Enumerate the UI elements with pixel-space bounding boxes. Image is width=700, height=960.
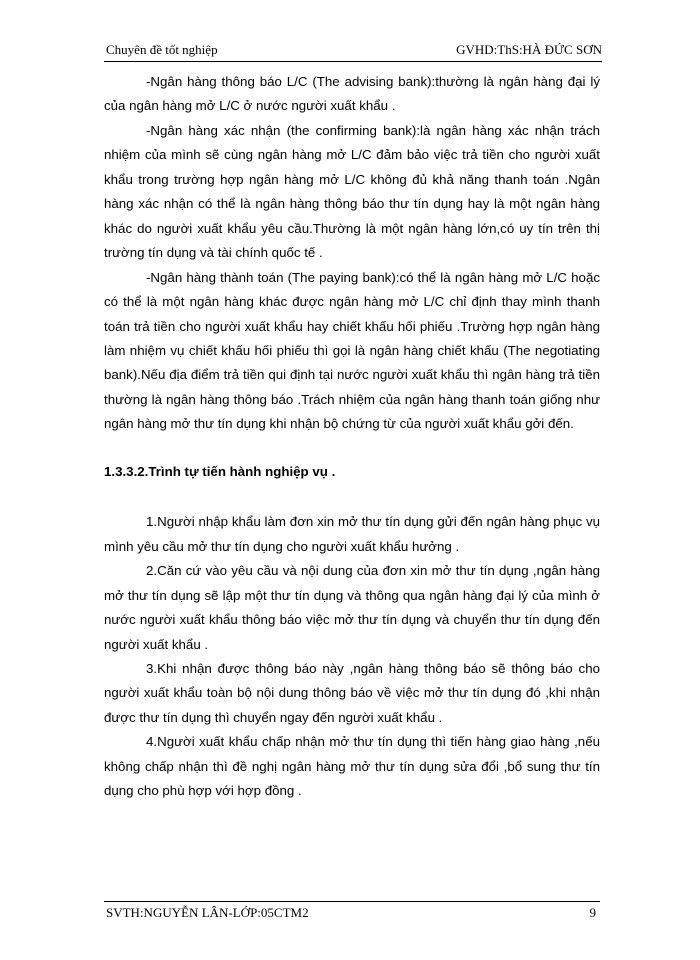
paragraph-confirming-bank: -Ngân hàng xác nhận (the confirming bank):là ngân hàng xác nhận trách nhiệm của mình sẽ cùng ngân hàng mở L/C đảm bảo việc trả tiền cho người xuất khẩu trong trường hợp ngân hàng mở L/C không đủ khả năng thanh toán .Ngân hàng xác nhận có thể là ngân hàng thông báo thư tín dụng hay là một ngân hàng khác do người xuất khẩu yêu cầu.Thường là một ngân hàng lớn,có uy tín trên thị trường tín dụng và tài chính quốc tế . [104,122,600,261]
header-advisor: GVHD:ThS:HÀ ĐỨC SƠN [456,42,602,57]
paragraph-step-1: 1.Người nhập khẩu làm đơn xin mở thư tín dụng gửi đến ngân hàng phục vụ mình yêu cầu mở thư tín dụng cho người xuất khẩu hưởng . [104,514,600,554]
page-number: 9 [589,905,596,920]
paragraph-step-4: 4.Người xuất khẩu chấp nhận mở thư tín dụng thì tiến hàng giao hàng ,nếu không chấp nhận thì đề nghị ngân hàng mở thư tín dụng sửa đổi ,bổ sung thư tín dụng cho phù hợp với hợp đồng . [104,734,600,799]
footer-student: SVTH:NGUYỄN LÂN-LỚP:05CTM2 [106,905,309,920]
header-title: Chuyên đề tốt nghiệp [106,42,218,57]
section-heading: 1.3.3.2.Trình tự tiến hành nghiệp vụ . [104,463,336,479]
header-rule [104,61,602,62]
footer-rule [104,901,600,902]
page-footer [106,905,596,923]
paragraph-paying-bank: -Ngân hàng thành toán (The paying bank):có thể là ngân hàng mở L/C hoặc có thể là một ngân hàng khác được ngân hàng mở L/C chỉ định thay mình thanh toán trả tiền cho người xuất khẩu hay chiết khấu hối phiếu .Trường hợp ngân hàng làm nhiệm vụ chiết khấu hối phiếu thì gọi là ngân hàng chiết khấu (The negotiating bank).Nếu địa điểm trả tiền qui định tại nước người xuất khẩu thì ngân hàng trả tiền thường là ngân hàng thông báo .Trách nhiệm của ngân hàng thanh toán giống như ngân hàng mở thư tín dụng khi nhận bộ chứng từ của người xuất khẩu gởi đến. [104,269,600,432]
paragraph-advising-bank: -Ngân hàng thông báo L/C (The advising bank):thường là ngân hàng đại lý của ngân hàng mở L/C ở nước người xuất khẩu . [104,74,600,114]
paragraph-step-2: 2.Căn cứ vào yêu cầu và nội dung của đơn xin mở thư tín dụng ,ngân hàng mở thư tín dụng sẽ lập một thư tín dụng và thông qua ngân hàng đại lý của mình ở nước người xuất khẩu thông báo việc mở thư tín dụng và chuyển thư tín dụng đến người xuất khẩu . [104,563,600,652]
document-body [104,70,600,804]
page-header [104,42,602,60]
paragraph-step-3: 3.Khi nhận được thông báo này ,ngân hàng thông báo sẽ thông báo cho người xuất khẩu toàn bộ nội dung thông báo về việc mở thư tín dụng đó ,khi nhận được thư tín dụng thì chuyển ngay đến người xuất khẩu . [104,660,600,725]
